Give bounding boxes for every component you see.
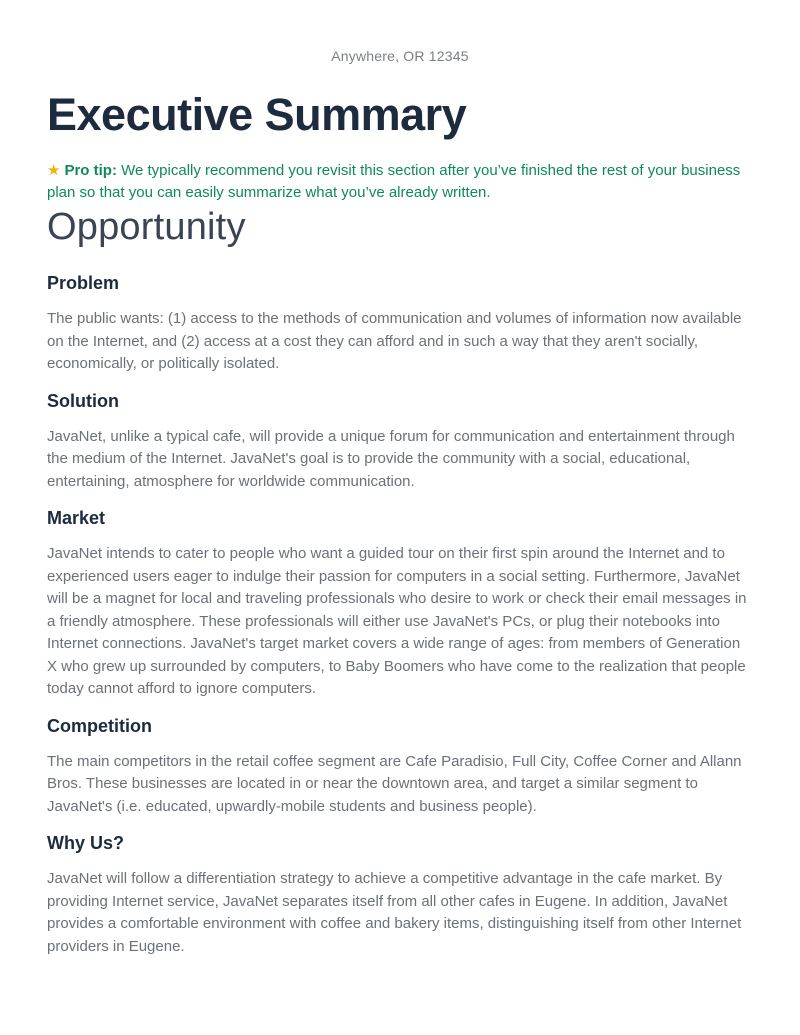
block-heading: Market bbox=[47, 508, 106, 528]
block-body: The public wants: (1) access to the methods of communication and volumes of information now available on the Internet, and (2) access at a cost they can afford and in such a way that they aren't socially, economically, or politically isolated. bbox=[47, 310, 742, 372]
block-problem bbox=[47, 270, 753, 376]
block-solution bbox=[47, 388, 753, 494]
block-body: JavaNet, unlike a typical cafe, will provide a unique forum for communication and entertainment through the medium of the Internet. JavaNet's goal is to provide the community with a social, educational, entertaining, atmosphere for worldwide communication. bbox=[47, 427, 735, 490]
block-heading: Problem bbox=[47, 273, 120, 293]
page-title: Executive Summary bbox=[47, 89, 467, 140]
pro-tip bbox=[47, 160, 753, 204]
block-heading: Why Us? bbox=[47, 833, 125, 853]
block-body: JavaNet intends to cater to people who want a guided tour on their first spin around the Internet and to experienced users eager to indulge their passion for computers in a social setting. Furthermore, JavaNet will be a magnet for local and traveling professionals who desire to work or check their email messages in a friendly atmosphere. These professionals will either use JavaNet's PCs, or plug their notebooks into Internet connections. JavaNet's target market covers a wide range of ages: from members of Generation X who grew up surrounded by computers, to Baby Boomers who have come to the realization that people today cannot afford to ignore computers. bbox=[47, 545, 747, 697]
opportunity-content bbox=[47, 270, 753, 970]
block-body: JavaNet will follow a differentiation strategy to achieve a competitive advantage in the cafe market. By providing Internet service, JavaNet separates itself from all other cafes in Eugene. In addition, JavaNet provides a comfortable environment with coffee and bakery items, distinguishing itself from other Internet providers in Eugene. bbox=[47, 870, 742, 955]
header-address: Anywhere, OR 12345 bbox=[331, 48, 469, 64]
pro-tip-label: Pro tip: bbox=[64, 162, 117, 179]
block-heading: Solution bbox=[47, 390, 119, 411]
section-title-opportunity: Opportunity bbox=[47, 206, 246, 248]
block-heading: Competition bbox=[47, 715, 152, 736]
block-market bbox=[47, 505, 753, 701]
block-competition bbox=[47, 713, 753, 819]
pro-tip-text: We typically recommend you revisit this section after you’ve finished the rest of your business plan so that you can easily summarize what you’ve already written. bbox=[47, 162, 741, 201]
block-body: The main competitors in the retail coffee segment are Cafe Paradisio, Full City, Coffee Corner and Allann Bros. These businesses are located in or near the downtown area, and target a similar segment to JavaNet's (i.e. educated, upwardly-mobile students and business people). bbox=[47, 752, 742, 815]
block-why-us bbox=[47, 830, 753, 958]
star-icon: ★ bbox=[47, 162, 61, 179]
